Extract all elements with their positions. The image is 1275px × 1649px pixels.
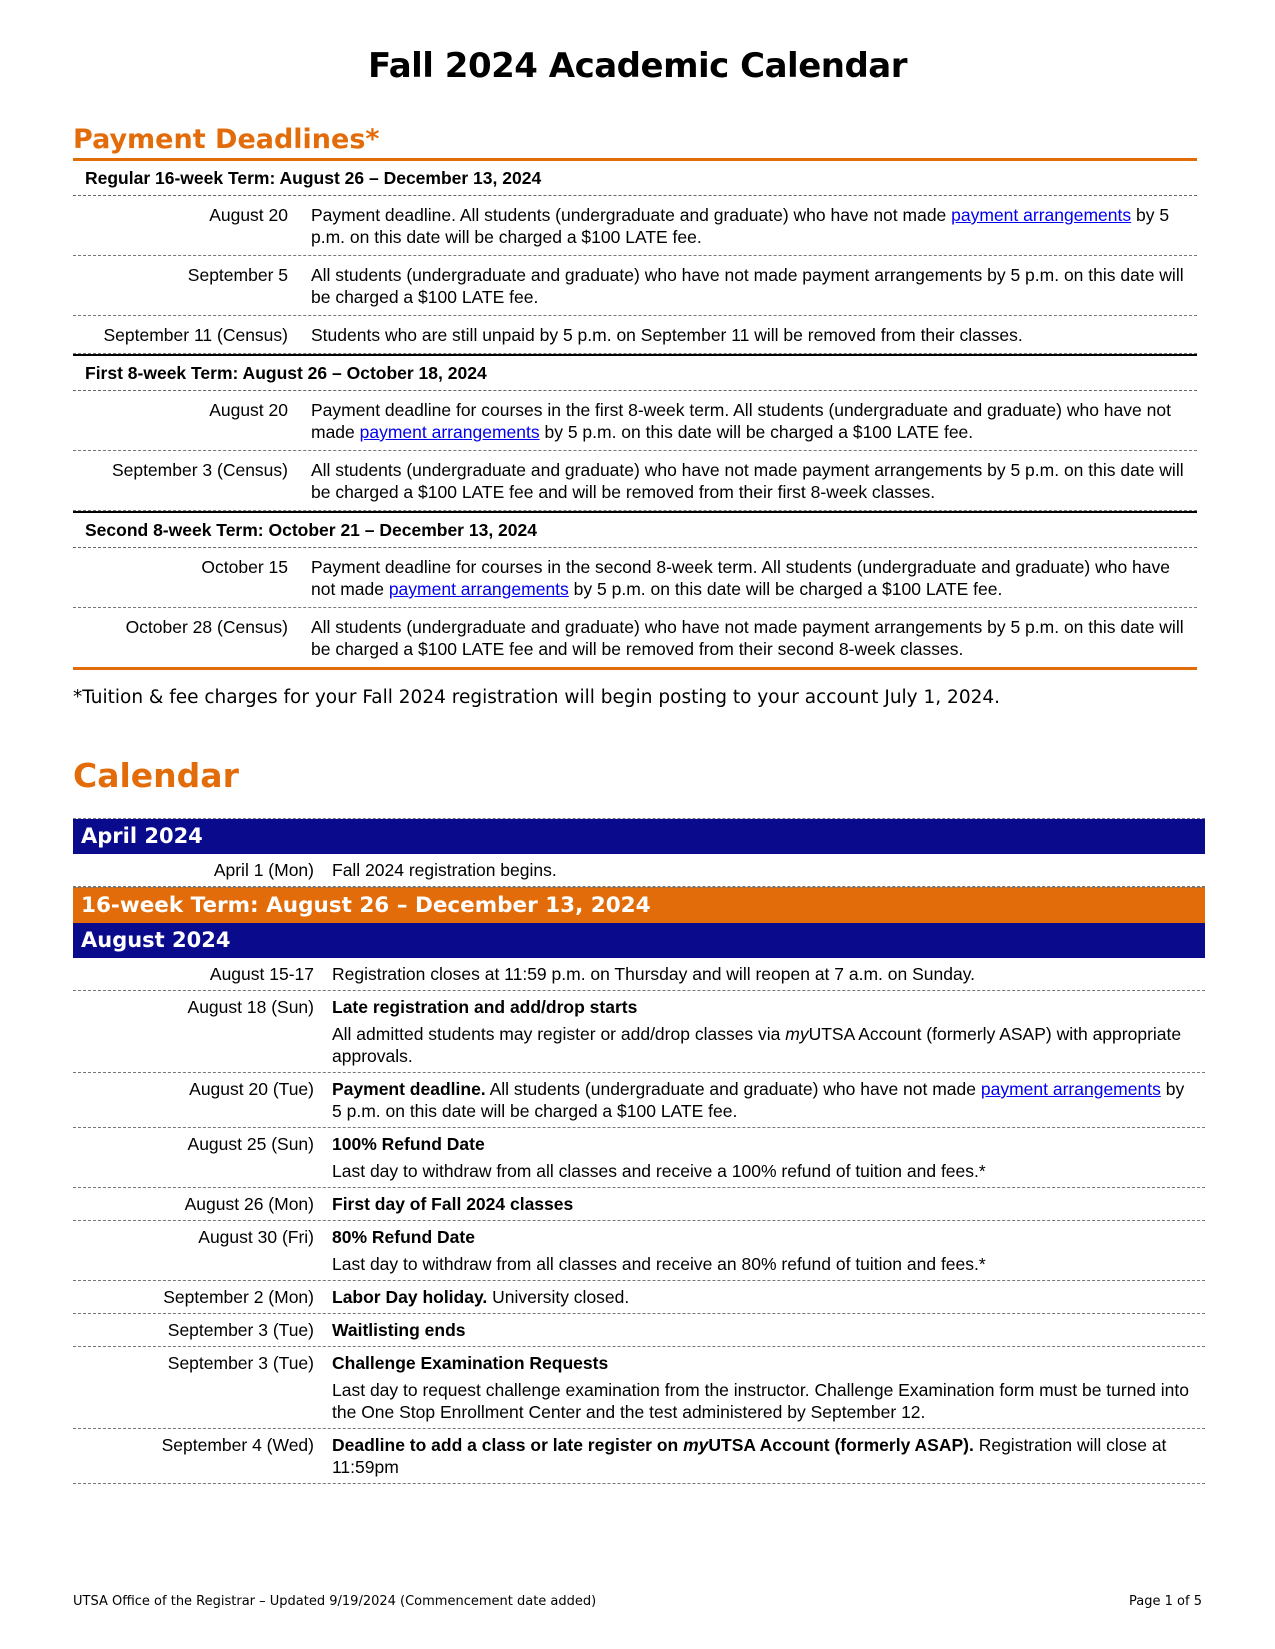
calendar-heading: Calendar bbox=[73, 756, 239, 795]
payment-arrangements-link[interactable]: payment arrangements bbox=[980, 1079, 1161, 1099]
payment-row bbox=[73, 196, 1197, 256]
calendar-description bbox=[314, 1281, 1205, 1313]
payment-description bbox=[288, 548, 1197, 607]
payment-term-section bbox=[73, 354, 1197, 511]
payment-description: All students (undergraduate and graduate) who have not made payment arrangements by 5 p.m. on this date will be charged a $100 LATE fee and will be removed from their second 8-week classes. bbox=[311, 617, 1184, 659]
calendar-row bbox=[73, 1429, 1205, 1484]
payment-term-header: Regular 16-week Term: August 26 – December 13, 2024 bbox=[73, 161, 1197, 196]
payment-term-header: First 8-week Term: August 26 – October 18, 2024 bbox=[73, 354, 1197, 391]
calendar-date: August 30 (Fri) bbox=[198, 1227, 314, 1247]
calendar-description bbox=[314, 1128, 1205, 1187]
calendar-date: April 1 (Mon) bbox=[213, 860, 314, 880]
event-title bbox=[332, 1435, 974, 1455]
calendar-date: August 25 (Sun) bbox=[187, 1134, 314, 1154]
event-text: All students (undergraduate and graduate) who have not made bbox=[485, 1079, 981, 1099]
payment-arrangements-link[interactable]: payment arrangements bbox=[388, 579, 569, 599]
payment-text: by 5 p.m. on this date will be charged a $100 LATE fee. bbox=[539, 422, 974, 442]
event-text: Registration will close at 11:59pm bbox=[332, 1435, 1167, 1477]
event-body: Last day to withdraw from all classes and receive a 100% refund of tuition and fees.* bbox=[332, 1161, 986, 1181]
month-header-april: April 2024 bbox=[73, 819, 1205, 854]
calendar-row bbox=[73, 1188, 1205, 1221]
event-text: by 5 p.m. on this date will be charged a $100 LATE fee. bbox=[332, 1079, 1185, 1121]
footer-page-number: Page 1 of 5 bbox=[1129, 1594, 1202, 1609]
payment-date: October 15 bbox=[201, 557, 288, 577]
calendar-row bbox=[73, 1347, 1205, 1429]
calendar-row bbox=[73, 854, 1205, 887]
payment-term-header: Second 8-week Term: October 21 – December 13, 2024 bbox=[73, 511, 1197, 548]
event-title-text: Deadline to add a class or late register on bbox=[332, 1435, 684, 1455]
calendar-description bbox=[314, 1429, 1205, 1483]
calendar-description bbox=[314, 1221, 1205, 1280]
payment-deadlines-heading: Payment Deadlines* bbox=[73, 124, 380, 155]
calendar-date: August 20 (Tue) bbox=[189, 1079, 314, 1099]
payment-deadlines-table bbox=[73, 158, 1197, 670]
payment-date: September 5 bbox=[187, 265, 288, 285]
footer-registrar-note: UTSA Office of the Registrar – Updated 9/19/2024 (Commencement date added) bbox=[73, 1594, 597, 1609]
payment-row bbox=[73, 256, 1197, 316]
payment-text: by 5 p.m. on this date will be charged a $100 LATE fee. bbox=[568, 579, 1003, 599]
payment-text: Payment deadline for courses in the second 8-week term. All students (undergraduate and graduate) who have not made bbox=[311, 557, 1170, 599]
event-title: Labor Day holiday. bbox=[332, 1287, 488, 1307]
payment-text: Payment deadline. All students (undergraduate and graduate) who have not made bbox=[311, 205, 952, 225]
calendar-date: August 18 (Sun) bbox=[187, 997, 314, 1017]
calendar-description bbox=[314, 991, 1205, 1072]
calendar-row bbox=[73, 1073, 1205, 1128]
term-header: 16-week Term: August 26 – December 13, 2024 bbox=[73, 887, 1205, 923]
calendar-row bbox=[73, 958, 1205, 991]
calendar-description bbox=[314, 1073, 1205, 1127]
calendar-description bbox=[314, 1188, 1205, 1220]
calendar-row bbox=[73, 1281, 1205, 1314]
event-title: 100% Refund Date bbox=[332, 1134, 485, 1154]
calendar-date: August 15-17 bbox=[209, 964, 314, 984]
calendar-description: Fall 2024 registration begins. bbox=[332, 860, 557, 880]
payment-row bbox=[73, 608, 1197, 670]
calendar-row bbox=[73, 1314, 1205, 1347]
calendar-table bbox=[73, 818, 1205, 1484]
calendar-date: September 3 (Tue) bbox=[167, 1320, 314, 1340]
payment-date: October 28 (Census) bbox=[125, 617, 288, 637]
payment-date: August 20 bbox=[209, 205, 288, 225]
calendar-row bbox=[73, 991, 1205, 1073]
event-body: Last day to request challenge examination from the instructor. Challenge Examination form must be turned into the One Stop Enrollment Center and the test administered by September 12. bbox=[332, 1380, 1189, 1422]
event-body: Last day to withdraw from all classes and receive an 80% refund of tuition and fees.* bbox=[332, 1254, 986, 1274]
event-body bbox=[332, 1023, 1197, 1067]
calendar-date: August 26 (Mon) bbox=[184, 1194, 314, 1214]
event-title-text: UTSA Account (formerly ASAP). bbox=[708, 1435, 974, 1455]
payment-date: September 3 (Census) bbox=[111, 460, 288, 480]
payment-term-section bbox=[73, 511, 1197, 670]
payment-row bbox=[73, 316, 1197, 354]
calendar-date: September 3 (Tue) bbox=[167, 1353, 314, 1373]
calendar-row bbox=[73, 1128, 1205, 1188]
payment-row bbox=[73, 451, 1197, 511]
payment-description: Students who are still unpaid by 5 p.m. on September 11 will be removed from their classes. bbox=[311, 325, 1023, 345]
event-title: 80% Refund Date bbox=[332, 1227, 475, 1247]
calendar-date: September 2 (Mon) bbox=[163, 1287, 314, 1307]
payment-description: All students (undergraduate and graduate) who have not made payment arrangements by 5 p.m. on this date will be charged a $100 LATE fee. bbox=[311, 265, 1184, 307]
payment-text: Payment deadline for courses in the first 8-week term. All students (undergraduate and graduate) who have not made bbox=[311, 400, 1171, 442]
payment-arrangements-link[interactable]: payment arrangements bbox=[359, 422, 540, 442]
calendar-description: Registration closes at 11:59 p.m. on Thursday and will reopen at 7 a.m. on Sunday. bbox=[332, 964, 976, 984]
event-text: All admitted students may register or add/drop classes via bbox=[332, 1024, 786, 1044]
event-title: Waitlisting ends bbox=[332, 1320, 466, 1340]
payment-row bbox=[73, 391, 1197, 451]
event-text: University closed. bbox=[487, 1287, 630, 1307]
event-title: Payment deadline. bbox=[332, 1079, 486, 1099]
event-title: Challenge Examination Requests bbox=[332, 1353, 609, 1373]
payment-term-section bbox=[73, 161, 1197, 354]
payment-text: by 5 p.m. on this date will be charged a $100 LATE fee. bbox=[311, 205, 1170, 247]
payment-date: August 20 bbox=[209, 400, 288, 420]
calendar-row bbox=[73, 1221, 1205, 1281]
calendar-description bbox=[314, 1347, 1205, 1428]
payment-arrangements-link[interactable]: payment arrangements bbox=[951, 205, 1132, 225]
payment-description: All students (undergraduate and graduate) who have not made payment arrangements by 5 p.m. on this date will be charged a $100 LATE fee and will be removed from their first 8-week classes. bbox=[311, 460, 1184, 502]
event-title: First day of Fall 2024 classes bbox=[332, 1194, 574, 1214]
payment-row bbox=[73, 548, 1197, 608]
my-prefix: my bbox=[785, 1024, 809, 1044]
page-title: Fall 2024 Academic Calendar bbox=[367, 46, 908, 86]
payment-footnote: *Tuition & fee charges for your Fall 2024 registration will begin posting to your account July 1, 2024. bbox=[73, 687, 1001, 708]
payment-description bbox=[288, 196, 1197, 255]
event-text: UTSA Account (formerly ASAP) with appropriate approvals. bbox=[332, 1024, 1182, 1066]
calendar-date: September 4 (Wed) bbox=[161, 1435, 314, 1455]
my-prefix: my bbox=[683, 1435, 709, 1455]
payment-date: September 11 (Census) bbox=[103, 325, 288, 345]
month-header-august: August 2024 bbox=[73, 923, 1205, 958]
event-title: Late registration and add/drop starts bbox=[332, 997, 638, 1017]
calendar-description bbox=[314, 1314, 1205, 1346]
payment-description bbox=[288, 391, 1197, 450]
